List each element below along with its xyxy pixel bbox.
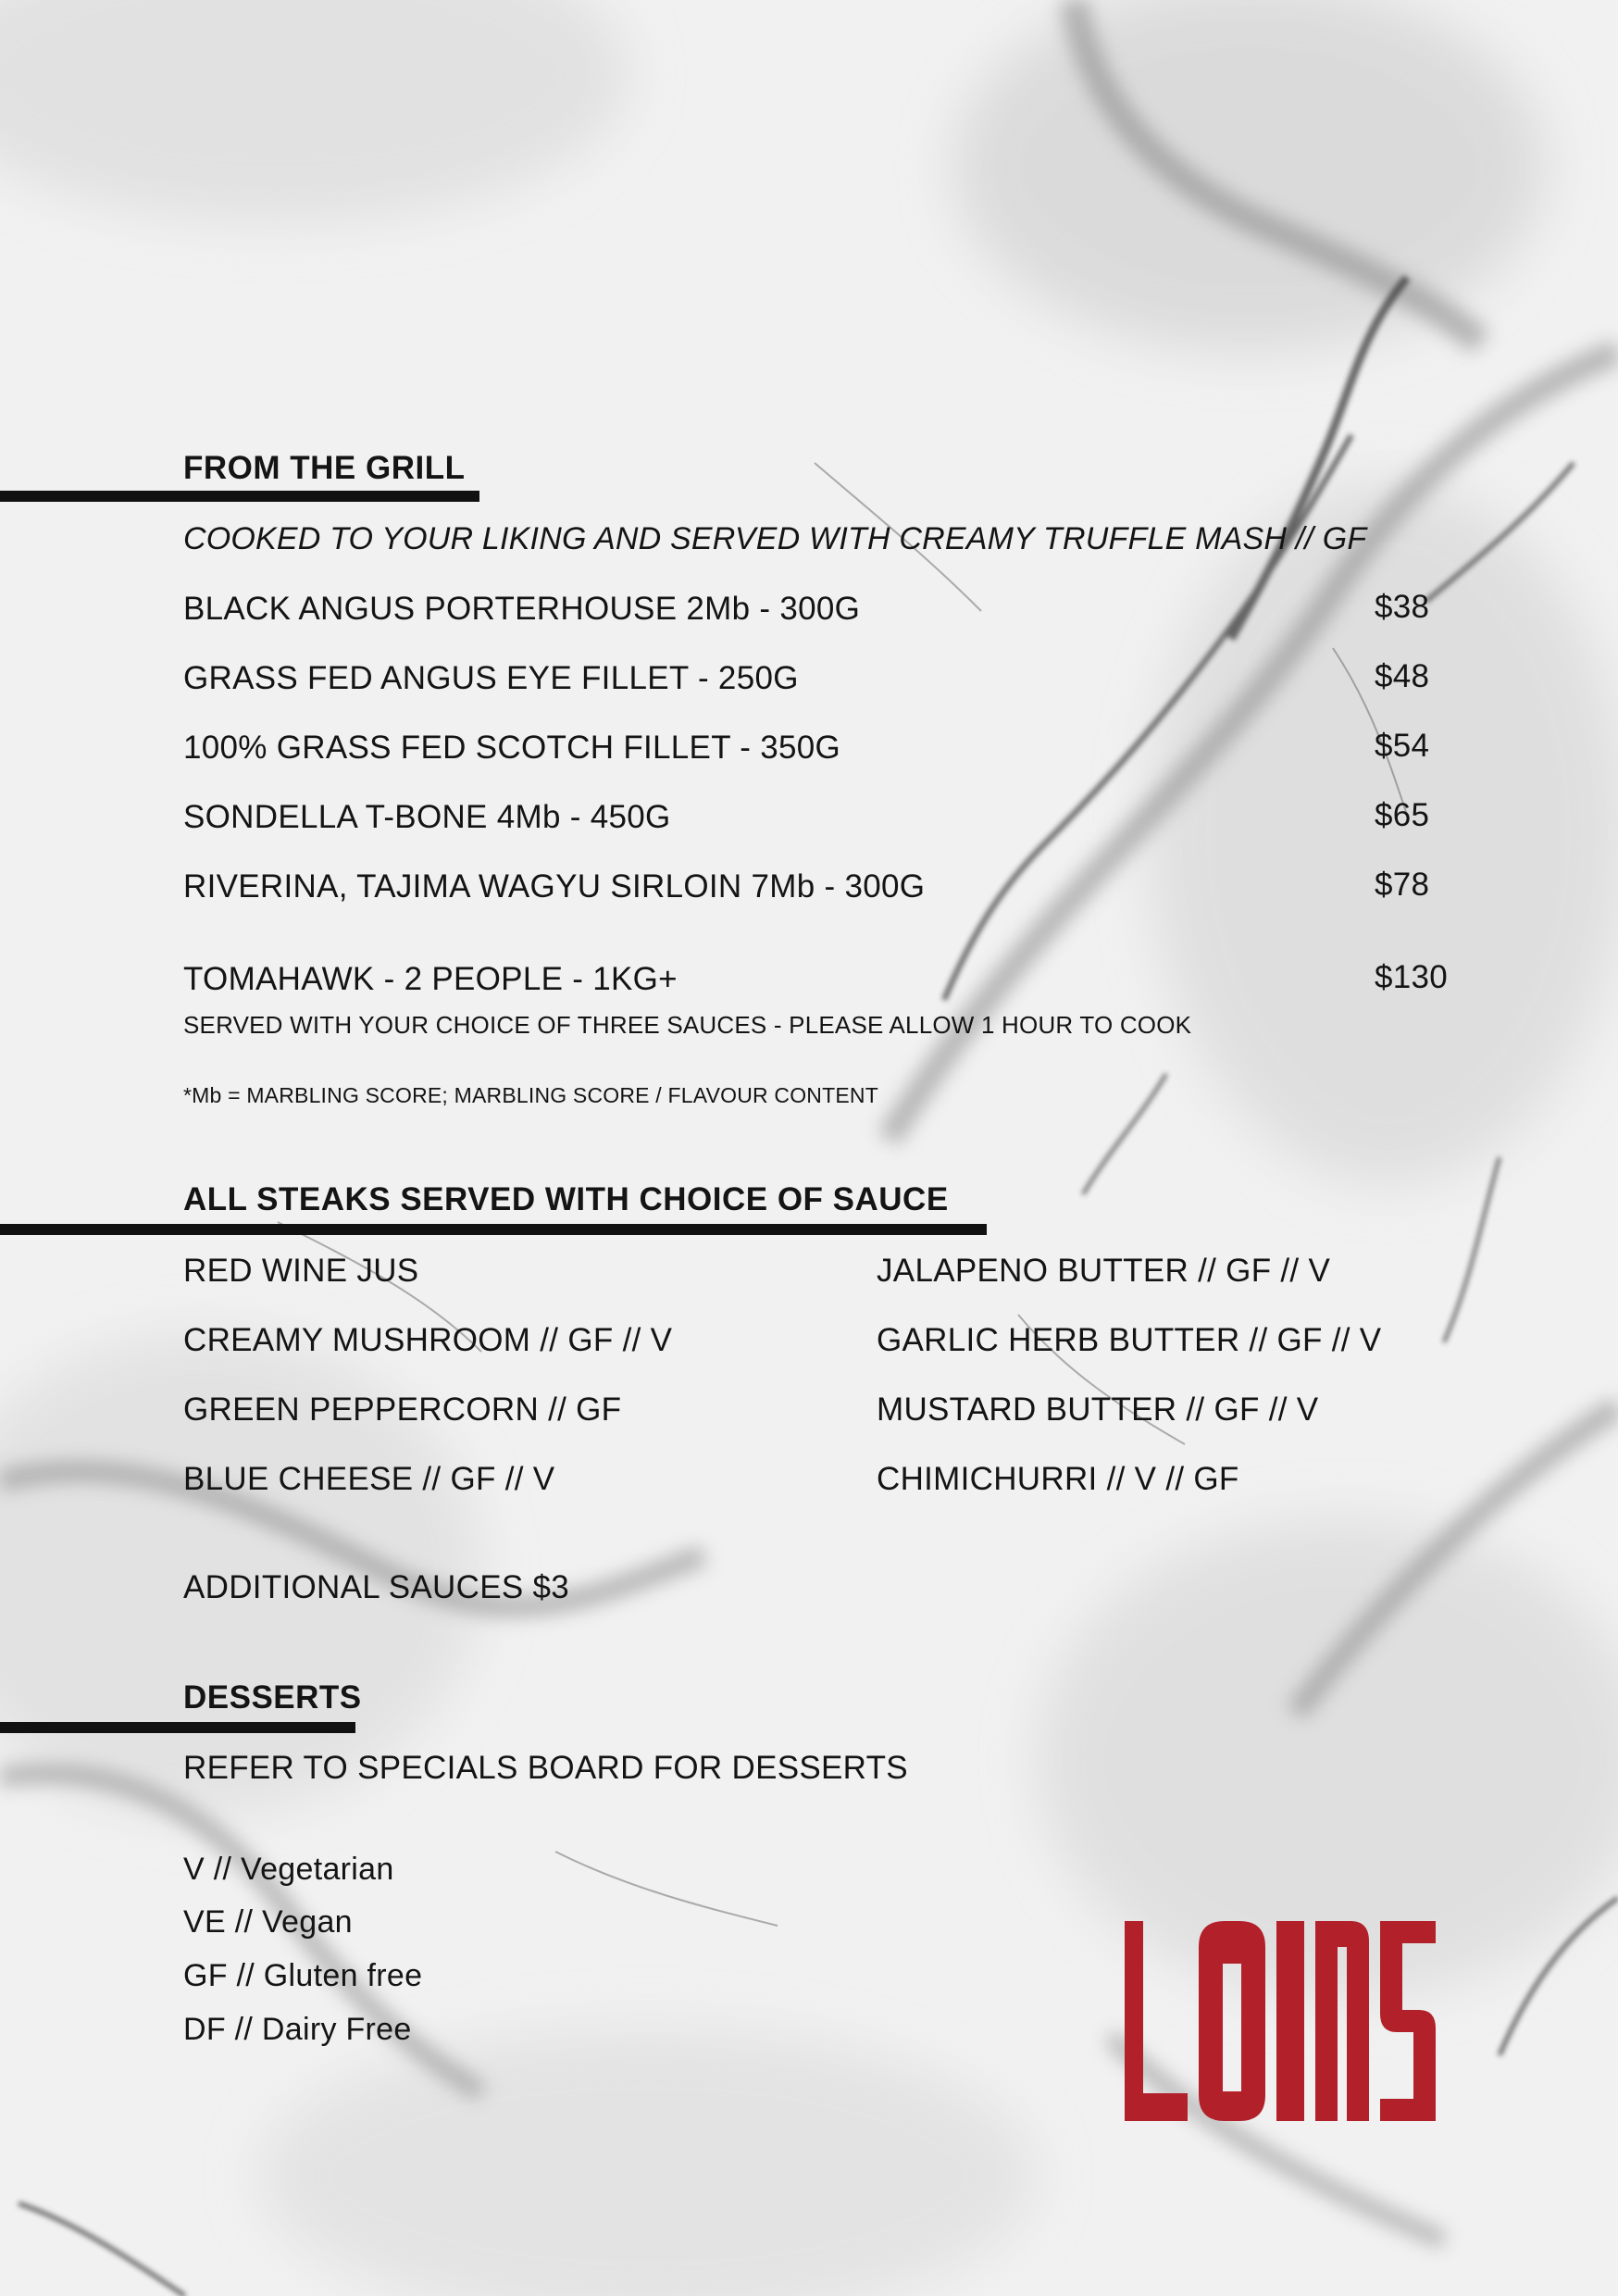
section-heading-desserts: DESSERTS <box>183 1679 362 1716</box>
legend-item: DF // Dairy Free <box>183 2012 412 2047</box>
heading-underline <box>0 491 479 502</box>
legend-item: GF // Gluten free <box>183 1958 423 1993</box>
menu-item-name: TOMAHAWK - 2 PEOPLE - 1KG+ <box>183 961 678 997</box>
sauce-item: JALAPENO BUTTER // GF // V <box>877 1253 1331 1289</box>
menu-item-note: SERVED WITH YOUR CHOICE OF THREE SAUCES - PLEASE ALLOW 1 HOUR TO COOK <box>183 1011 1192 1039</box>
heading-underline <box>0 1224 987 1235</box>
menu-item-name: SONDELLA T-BONE 4Mb - 450G <box>183 799 671 835</box>
menu-item-price: $54 <box>1375 728 1430 764</box>
grill-subtitle: COOKED TO YOUR LIKING AND SERVED WITH CREAMY TRUFFLE MASH // GF <box>183 521 1367 556</box>
menu-item-price: $38 <box>1375 589 1430 625</box>
legend-item: VE // Vegan <box>183 1904 353 1940</box>
additional-sauces: ADDITIONAL SAUCES $3 <box>183 1569 570 1605</box>
loins-logo <box>1125 1921 1436 2121</box>
sauce-item: GREEN PEPPERCORN // GF <box>183 1391 622 1428</box>
legend-item: V // Vegetarian <box>183 1852 394 1887</box>
sauce-item: GARLIC HERB BUTTER // GF // V <box>877 1322 1382 1358</box>
desserts-text: REFER TO SPECIALS BOARD FOR DESSERTS <box>183 1750 908 1786</box>
sauce-item: MUSTARD BUTTER // GF // V <box>877 1391 1319 1428</box>
section-heading-sauces: ALL STEAKS SERVED WITH CHOICE OF SAUCE <box>183 1181 949 1217</box>
marbling-footnote: *Mb = MARBLING SCORE; MARBLING SCORE / FLAVOUR CONTENT <box>183 1083 878 1107</box>
menu-item-name: BLACK ANGUS PORTERHOUSE 2Mb - 300G <box>183 591 861 627</box>
menu-item-price: $130 <box>1375 959 1449 995</box>
heading-underline <box>0 1722 355 1733</box>
menu-item-name: GRASS FED ANGUS EYE FILLET - 250G <box>183 660 799 696</box>
sauce-item: CHIMICHURRI // V // GF <box>877 1461 1239 1497</box>
sauce-item: CREAMY MUSHROOM // GF // V <box>183 1322 673 1358</box>
section-heading-grill: FROM THE GRILL <box>183 450 466 486</box>
sauce-item: RED WINE JUS <box>183 1253 419 1289</box>
sauce-item: BLUE CHEESE // GF // V <box>183 1461 555 1497</box>
menu-item-name: RIVERINA, TAJIMA WAGYU SIRLOIN 7Mb - 300G <box>183 868 926 905</box>
menu-item-price: $65 <box>1375 797 1430 833</box>
menu-item-price: $78 <box>1375 867 1430 903</box>
menu-item-price: $48 <box>1375 658 1430 694</box>
menu-item-name: 100% GRASS FED SCOTCH FILLET - 350G <box>183 730 841 766</box>
